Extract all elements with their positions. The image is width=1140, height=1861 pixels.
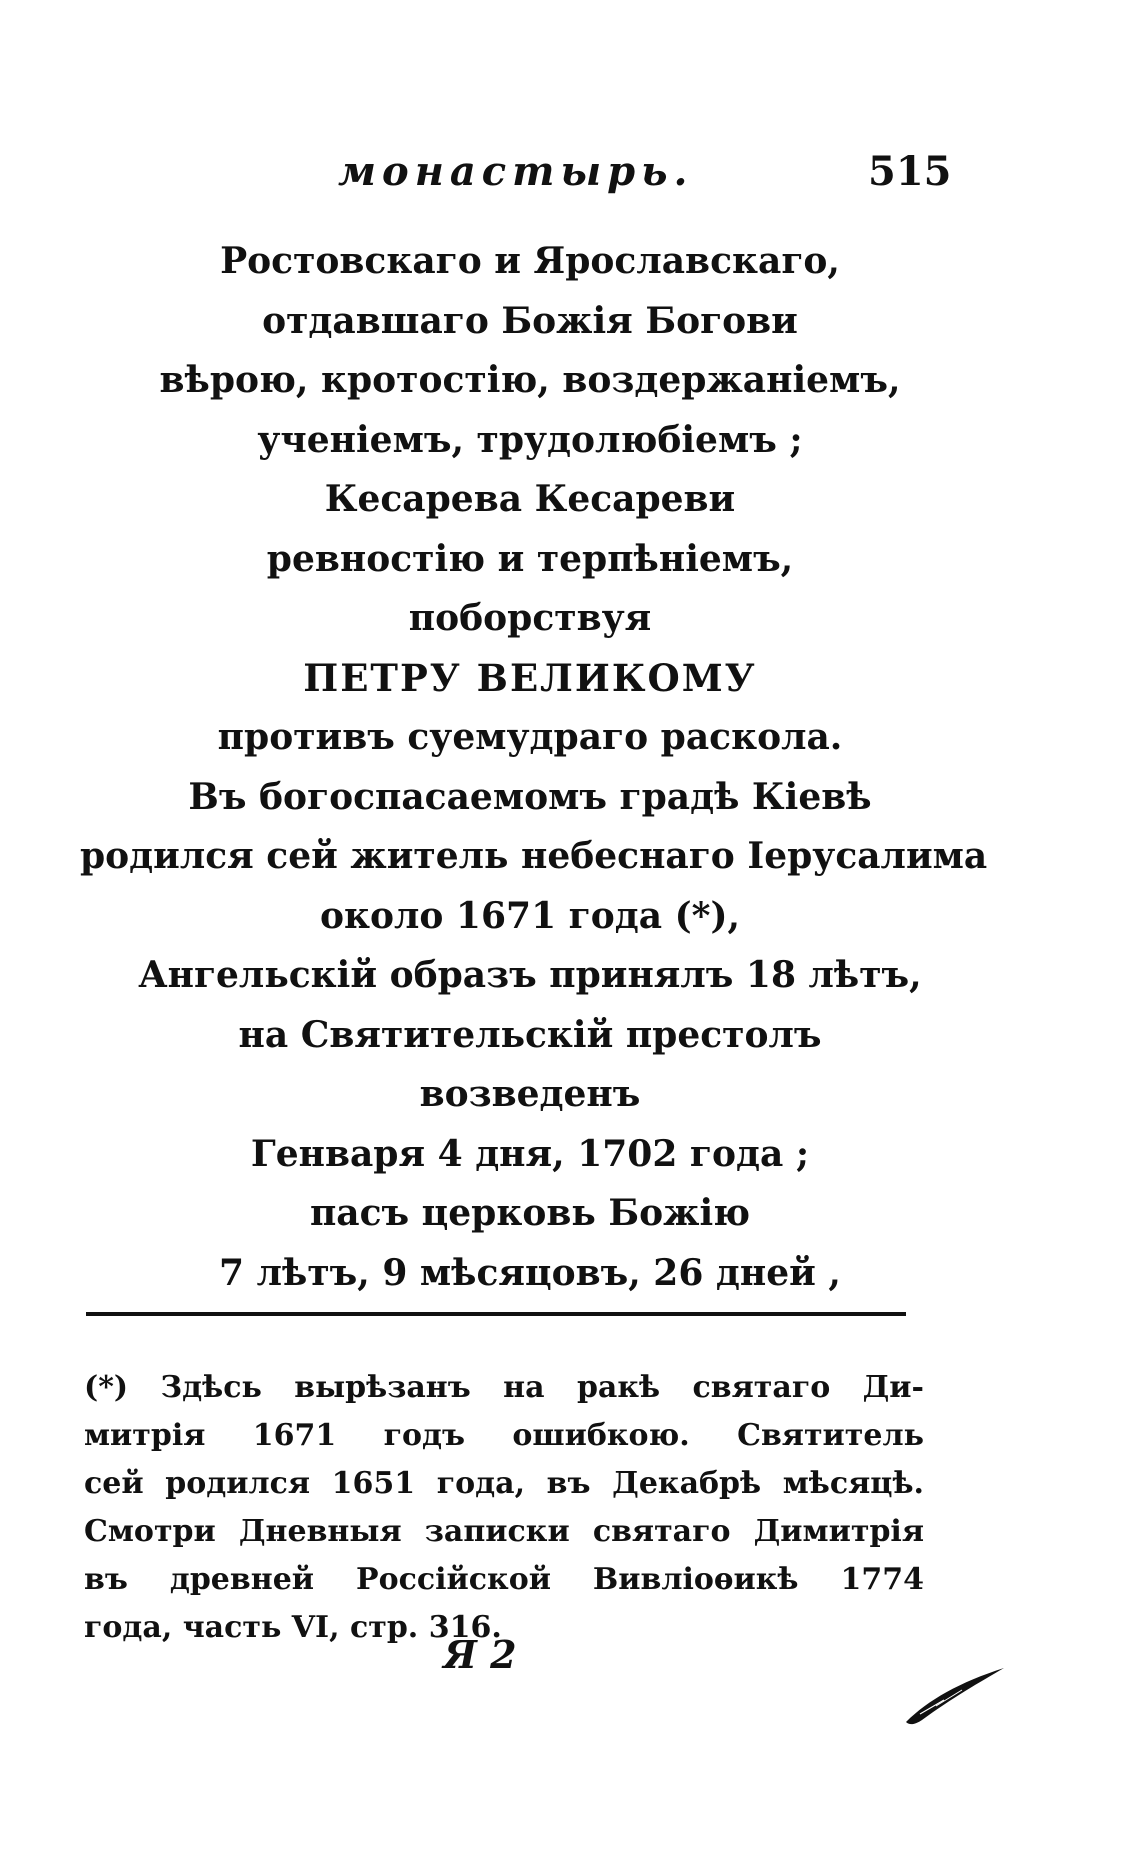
ink-blot-icon xyxy=(900,1660,1010,1730)
inscription-line: Кесарева Кесареви xyxy=(324,478,736,520)
epitaph-inscription xyxy=(80,232,988,1303)
inscription-line: 7 лѣтъ, 9 мѣсяцовъ, 26 дней , xyxy=(219,1251,841,1294)
inscription-line: противъ суемудраго раскола. xyxy=(217,716,843,758)
footnote-line: (*) Здѣсь вырѣзанъ на ракѣ святаго Ди- xyxy=(84,1370,924,1405)
inscription-line: возведенъ xyxy=(419,1073,641,1115)
footnote-line: въ древней Россійской Вивліоѳикѣ 1774 xyxy=(84,1562,924,1597)
footnote-line: года, часть VI, стр. 316. xyxy=(84,1610,502,1645)
inscription-line: Ростовскаго и Ярославскаго, xyxy=(220,240,840,282)
inscription-line: родился сей житель небеснаго Іерусалима xyxy=(80,835,988,877)
footnote xyxy=(84,1364,924,1652)
signature-mark: Я 2 xyxy=(443,1632,517,1677)
footnote-line: митрія 1671 годъ ошибкою. Святитель xyxy=(84,1418,924,1453)
footnote-line: сей родился 1651 года, въ Декабрѣ мѣсяцѣ. xyxy=(84,1466,924,1501)
inscription-line: вѣрою, кротостію, воздержаніемъ, xyxy=(159,359,901,401)
footnote-line: Смотри Дневныя записки святаго Димитрія xyxy=(84,1514,924,1549)
inscription-line: ревностію и терпѣніемъ, xyxy=(266,537,794,580)
inscription-line: около 1671 года (*), xyxy=(319,894,741,937)
inscription-line: Въ богоспасаемомъ градѣ Кіевѣ xyxy=(188,775,872,818)
inscription-line: Ангельскій образъ принялъ 18 лѣтъ, xyxy=(138,954,922,996)
page-number: 515 xyxy=(868,148,952,195)
inscription-line-emperor: ПЕТРУ ВЕЛИКОМУ xyxy=(303,655,757,700)
inscription-line: пасъ церковь Божію xyxy=(309,1192,751,1234)
inscription-line: ученіемъ, трудолюбіемъ ; xyxy=(257,418,803,461)
inscription-line: на Святительскій престолъ xyxy=(238,1013,822,1056)
inscription-line: поборствуя xyxy=(408,597,652,639)
inscription-line: отдавшаго Божія Богови xyxy=(262,299,798,342)
footnote-divider xyxy=(86,1312,906,1316)
inscription-line: Генваря 4 дня, 1702 года ; xyxy=(250,1132,810,1175)
running-title: монастырь. xyxy=(338,148,694,195)
running-head xyxy=(0,148,1140,208)
